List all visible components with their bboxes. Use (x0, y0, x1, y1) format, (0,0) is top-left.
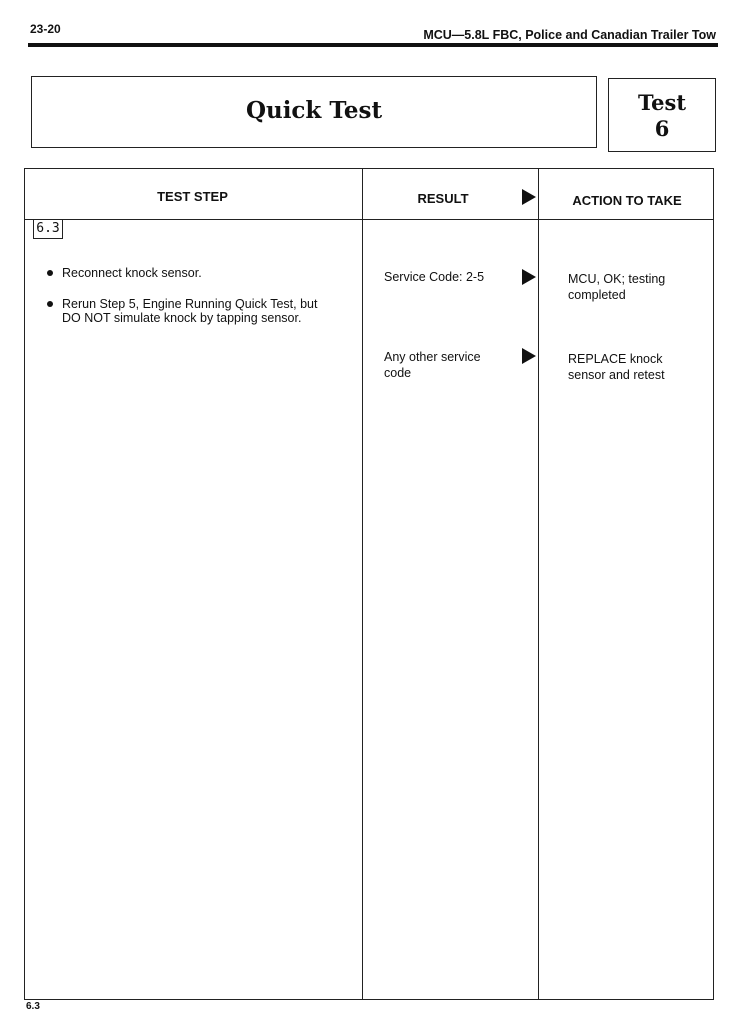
column-header-test-step: TEST STEP (157, 189, 228, 204)
action-text: REPLACE knock sensor and retest (568, 352, 665, 382)
header-divider (25, 219, 713, 220)
column-header-action: ACTION TO TAKE (572, 193, 682, 208)
list-item (47, 297, 337, 341)
title-box (31, 76, 597, 148)
page-number: 23-20 (30, 22, 61, 36)
result-text: Service Code: 2-5 (384, 270, 485, 284)
action-text: MCU, OK; testing completed (568, 272, 666, 302)
test-box (608, 78, 716, 152)
result-text: Any other service code (384, 350, 481, 380)
page-title: Quick Test (245, 97, 383, 124)
footer-label: 6.3 (26, 1001, 40, 1012)
header-title: MCU—5.8L FBC, Police and Canadian Trailer Tow (423, 28, 716, 42)
right-arrow-icon (522, 269, 536, 285)
step-text: Reconnect knock sensor. (62, 266, 202, 280)
right-arrow-icon (522, 348, 536, 364)
column-divider-result (362, 169, 363, 999)
header-rule (28, 43, 718, 47)
list-item (47, 266, 337, 282)
step-text: Rerun Step 5, Engine Running Quick Test, but DO NOT simulate knock by tapping sensor. (62, 297, 318, 325)
right-arrow-icon (522, 189, 536, 205)
column-divider-action (538, 169, 539, 999)
test-number: 6 (654, 116, 670, 141)
step-number: 6.3 (33, 219, 63, 239)
test-label: Test (637, 90, 687, 115)
procedure-table (24, 168, 714, 1000)
bullet-icon (47, 270, 53, 276)
bullet-icon (47, 301, 53, 307)
column-header-result: RESULT (417, 191, 469, 206)
